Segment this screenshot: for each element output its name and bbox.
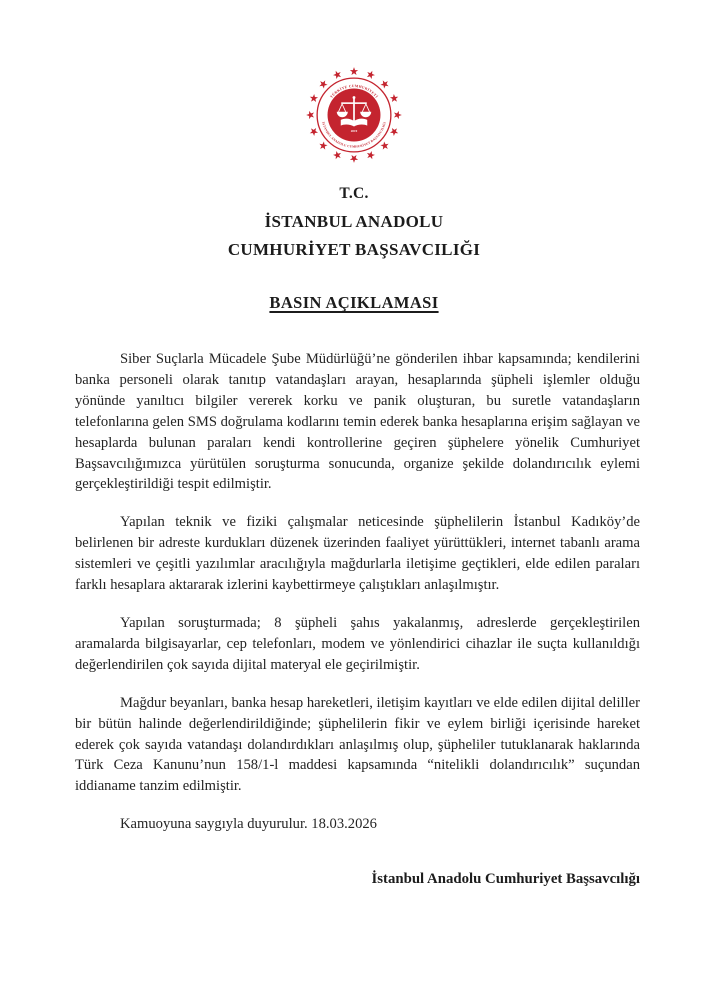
letterhead: [0, 180, 708, 264]
letterhead-office: CUMHURİYET BAŞSAVCILIĞI: [227, 240, 481, 259]
signature-office-name: İstanbul Anadolu Cumhuriyet Başsavcılığı: [371, 871, 640, 888]
paragraph-technical-findings: Yapılan teknik ve fiziki çalışmalar neticesinde şüphelilerin İstanbul Kadıköy’de belirlenen bir adreste kurdukları düzenek üzerinden faaliyet yürüttükleri, internet tabanlı arama sistemleri ve çeşitli yazılımlar aracılığıyla mağdurlarla iletişime geçtikleri, elde edilen paraları farklı hesaplara aktararak izlerini kaybettirmeye çalıştıkları anlaşılmıştır.: [75, 514, 640, 594]
press-release-title: [0, 293, 708, 313]
emblem-ring-text-bottom: İSTANBUL ANADOLU CUMHURİYET BAŞSAVCILIĞI: [321, 121, 387, 149]
paragraph-arrests-seizures: Yapılan soruşturmada; 8 şüpheli şahıs yakalanmış, adreslerde gerçekleştirilen aramalarda bilgisayarlar, cep telefonları, modem ve yönlendirici cihazlar ile suçta kullanıldığı değerlendirilen çok sayıda dijital materyal ele geçirilmiştir.: [75, 614, 640, 673]
emblem-year: 2019: [350, 129, 358, 134]
letterhead-city: İSTANBUL ANADOLU: [264, 212, 444, 231]
paragraph-indictment: Mağdur beyanları, banka hesap hareketleri, iletişim kayıtları ve elde edilen dijital deliller bir bütün halinde değerlendirildiğinde; şüphelilerin fikir ve eylem birliği içerisinde hareket ederek çok sayıda vatandaşı dolandırdıkları anlaşılmış olup, şüpheliler tutuklanarak haklarında Türk Ceza Kanunu’nun 158/1-l maddesi kapsamında “nitelikli dolandırıcılık” suçundan iddianame tanzim edilmiştir.: [75, 694, 640, 795]
document-body: [0, 313, 708, 835]
closing-line: Kamuoyuna saygıyla duyurulur. 18.03.2026: [120, 816, 377, 833]
ministry-of-justice-emblem: [302, 63, 406, 167]
press-release-title-text: BASIN AÇIKLAMASI: [269, 293, 439, 312]
letterhead-tc: T.C.: [339, 185, 369, 202]
justice-scales-emblem-icon: [302, 63, 406, 167]
paragraph-investigation-summary: Siber Suçlarla Mücadele Şube Müdürlüğü’ne gönderilen ihbar kapsamında; kendilerini banka personeli olarak tanıtıp vatandaşları arayan, hesaplarında şüpheli işlemler olduğu yönünde yanıltıcı bilgiler vererek korku ve panik oluşturan, bu suretle vatandaşların telefonlarına gelen SMS doğrulama kodlarını temin ederek banka hesaplarına erişim sağlayan ve hesaplarda bulunan paraları kendi kontrollerine geçiren şüphelere yönelik Cumhuriyet Başsavcılığımızca yürütülen soruşturma sonucunda, organize şekilde dolandırıcılık eylemi gerçekleştirildiği tespit edilmiştir.: [75, 351, 640, 493]
emblem-ring-text-top: TÜRKİYE CUMHURİYETİ: [329, 84, 379, 99]
